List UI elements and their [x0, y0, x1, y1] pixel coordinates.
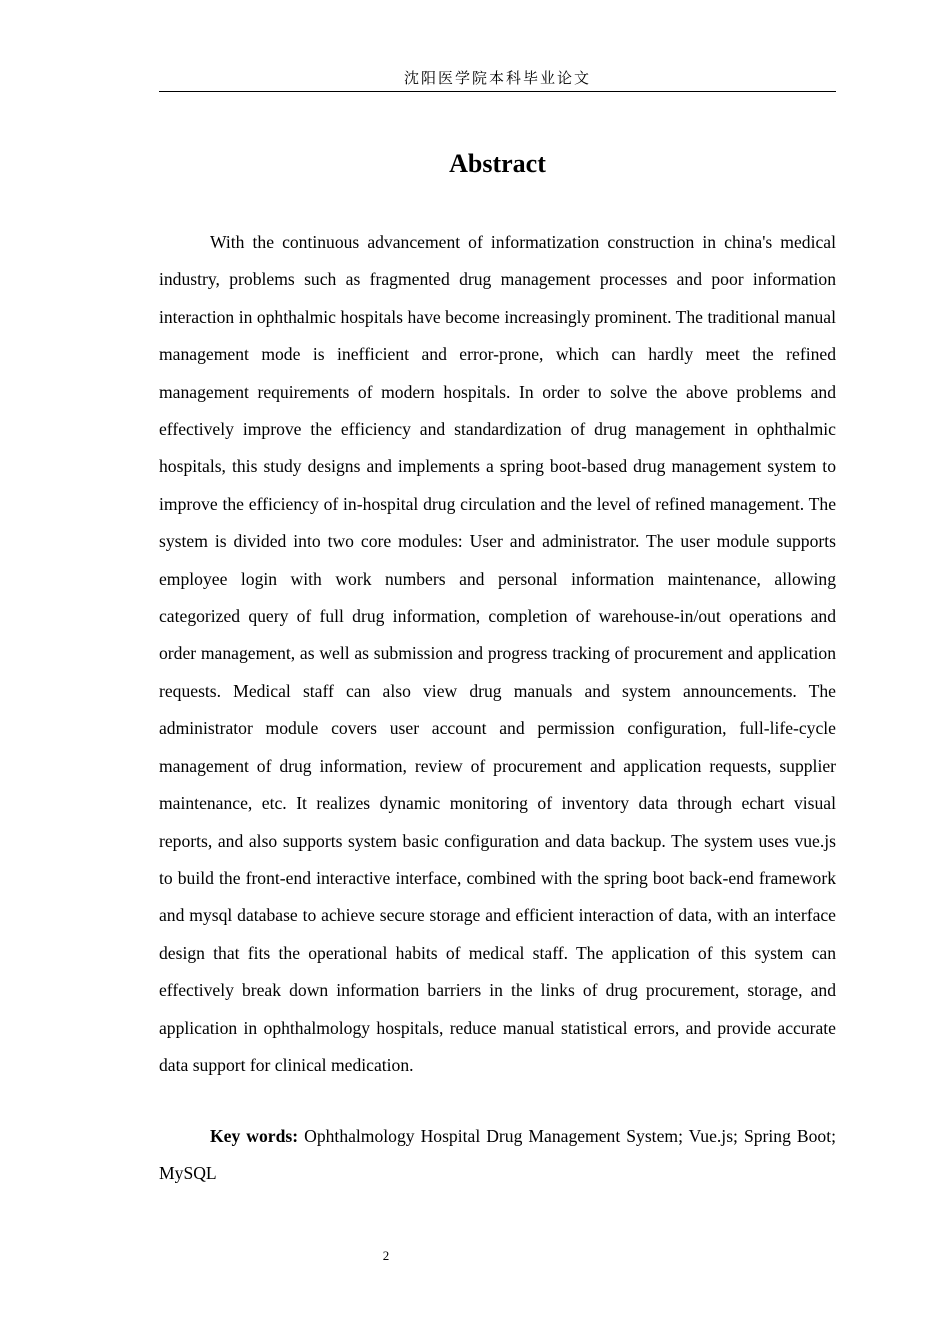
keywords-label: Key words: [210, 1126, 299, 1146]
keywords-paragraph [159, 1118, 836, 1193]
keywords-text: Ophthalmology Hospital Drug Management System; Vue.js; Spring Boot; MySQL [159, 1126, 836, 1184]
header-rule [159, 91, 836, 92]
page-number: 2 [382, 1248, 390, 1263]
page-title: Abstract [449, 149, 546, 178]
running-header: 沈阳医学院本科毕业论文 [403, 69, 591, 87]
abstract-paragraph: With the continuous advancement of informatization construction in china's medical industry, problems such as fragmented drug management processes and poor information interaction in ophthalmic hospitals have become increasingly prominent. The traditional manual management mode is inefficient and error-prone, which can hardly meet the refined management requirements of modern hospitals. In order to solve the above problems and effectively improve the efficiency and standardization of drug management in ophthalmic hospitals, this study designs and implements a spring boot-based drug management system to improve the efficiency of in-hospital drug circulation and the level of refined management. The system is divided into two core modules: User and administrator. The user module supports employee login with work numbers and personal information maintenance, allowing categorized query of full drug information, completion of warehouse-in/out operations and order management, as well as submission and progress tracking of procurement and application requests. Medical staff can also view drug manuals and system announcements. The administrator module covers user account and permission configuration, full-life-cycle management of drug information, review of procurement and application requests, supplier maintenance, etc. It realizes dynamic monitoring of inventory data through echart visual reports, and also supports system basic configuration and data backup. The system uses vue.js to build the front-end interactive interface, combined with the spring boot back-end framework and mysql database to achieve secure storage and efficient interaction of data, with an interface design that fits the operational habits of medical staff. The application of this system can effectively break down information barriers in the links of drug procurement, storage, and application in ophthalmology hospitals, reduce manual statistical errors, and provide accurate data support for clinical medication. [159, 232, 836, 1075]
